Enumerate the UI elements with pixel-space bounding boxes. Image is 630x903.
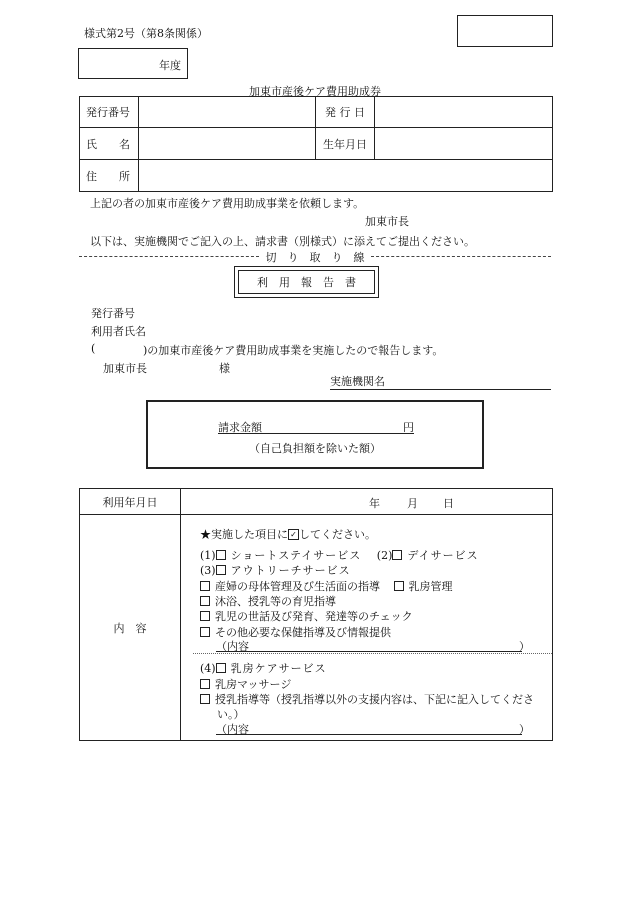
cut-line-label: 切 り 取 り 線 (265, 251, 365, 264)
infant-care-checkbox[interactable] (200, 611, 210, 621)
maternal-label: 産婦の母体管理及び生活面の指導 (215, 580, 380, 593)
amount-note: （自己負担額を除いた額） (249, 442, 381, 455)
short-stay-label: ショートステイサービス (230, 549, 362, 562)
year-label: 年度 (159, 59, 181, 72)
maternal-checkbox[interactable] (200, 581, 210, 591)
breast-care-checkbox[interactable] (216, 663, 226, 673)
item-row-infant (200, 608, 413, 624)
content-detail-underline-1 (216, 638, 522, 652)
usage-date-field[interactable] (181, 489, 553, 515)
report-title: 利 用 報 告 書 (257, 276, 356, 289)
report-title-inner (238, 270, 375, 294)
usage-month: 月 (407, 497, 418, 510)
content-separator (193, 653, 552, 654)
name-label: 氏 名 (80, 128, 139, 160)
item-row-bathing (200, 593, 336, 609)
report-sentence: )の加東市産後ケア費用助成事業を実施したので報告します。 (143, 344, 444, 357)
feeding-label-2: い。） (217, 708, 245, 721)
feeding-checkbox[interactable] (200, 694, 210, 704)
coupon-title: 加東市産後ケア費用助成券 (249, 85, 381, 98)
check-instruction (200, 526, 376, 542)
issue-date-label: 発 行 日 (316, 97, 375, 128)
item-row-massage (200, 676, 291, 692)
stamp-box (457, 15, 553, 47)
breast-care-label: 乳房ケアサービス (230, 662, 327, 675)
form-number: 様式第2号（第8条関係） (84, 27, 208, 40)
amount-label: 請求金額 (218, 421, 262, 434)
institution-name-field[interactable] (330, 376, 551, 390)
name-field[interactable] (139, 128, 316, 160)
massage-checkbox[interactable] (200, 679, 210, 689)
item-row-maternal (200, 578, 453, 594)
content-detail-close-2: ） (519, 723, 530, 736)
report-sama: 様 (219, 362, 230, 375)
item-4-number: (4) (200, 662, 216, 675)
massage-label: 乳房マッサージ (215, 678, 292, 691)
content-detail-close-1: ） (519, 640, 530, 653)
item-row-3 (200, 562, 351, 578)
year-box[interactable] (78, 48, 188, 79)
report-paren-open: ( (91, 342, 96, 355)
breast-management-checkbox[interactable] (394, 581, 404, 591)
usage-year: 年 (369, 497, 380, 510)
cut-line-left (79, 256, 259, 257)
report-issue-number: 発行番号 (91, 307, 135, 320)
content-detail-open-2: （内容 (216, 723, 249, 736)
outreach-checkbox[interactable] (216, 565, 226, 575)
amount-box (146, 400, 484, 469)
content-label: 内 容 (80, 515, 181, 741)
content-detail-open-1: （内容 (216, 640, 249, 653)
instruction-post: してください。 (299, 528, 376, 541)
short-stay-checkbox[interactable] (216, 550, 226, 560)
item-row-1 (200, 547, 479, 563)
item-3-number: (3) (200, 564, 216, 577)
feeding-label-1: 授乳指導等（授乳指導以外の支援内容は、下記に記入してくださ (215, 693, 534, 706)
usage-date-label: 利用年月日 (80, 489, 181, 515)
bathing-label: 沐浴、授乳等の育児指導 (215, 595, 336, 608)
bathing-checkbox[interactable] (200, 596, 210, 606)
day-service-label: デイサービス (407, 549, 479, 562)
instruction-text: 以下は、実施機関でご記入の上、請求書（別様式）に添えてご提出ください。 (90, 235, 475, 248)
other-health-label: その他必要な保健指導及び情報提供 (215, 626, 391, 639)
birthdate-field[interactable] (375, 128, 553, 160)
day-service-checkbox[interactable] (392, 550, 402, 560)
content-detail-line-2[interactable] (216, 721, 530, 735)
request-text: 上記の者の加東市産後ケア費用助成事業を依頼します。 (90, 197, 365, 210)
issue-number-label: 発行番号 (80, 97, 139, 128)
usage-day: 日 (443, 497, 454, 510)
checked-box-example-icon: ✓ (288, 529, 299, 540)
issue-number-field[interactable] (139, 97, 316, 128)
address-field[interactable] (139, 160, 553, 192)
issue-date-field[interactable] (375, 97, 553, 128)
report-title-box (234, 266, 379, 298)
content-detail-line-1[interactable] (216, 638, 530, 652)
cut-line-right (371, 256, 551, 257)
item-row-4 (200, 660, 327, 676)
institution-name-label: 実施機関名 (330, 375, 385, 388)
instruction-pre: ★実施した項目に (200, 528, 288, 541)
mayor-signature: 加東市長 (365, 215, 409, 228)
item-row-feeding (200, 691, 534, 707)
item-2-number: (2) (376, 549, 393, 562)
content-detail-underline-2 (216, 721, 522, 735)
item-1-number: (1) (200, 549, 216, 562)
outreach-label: アウトリーチサービス (230, 564, 351, 577)
breast-management-label: 乳房管理 (408, 580, 453, 593)
other-health-checkbox[interactable] (200, 627, 210, 637)
address-label: 住 所 (80, 160, 139, 192)
infant-care-label: 乳児の世話及び発育、発達等のチェック (215, 610, 413, 623)
report-user-name: 利用者氏名 (91, 325, 146, 338)
birthdate-label: 生年月日 (316, 128, 375, 160)
coupon-table (79, 96, 553, 192)
report-to-mayor: 加東市長 (103, 362, 147, 375)
amount-field[interactable] (218, 419, 414, 434)
amount-unit: 円 (403, 421, 414, 434)
